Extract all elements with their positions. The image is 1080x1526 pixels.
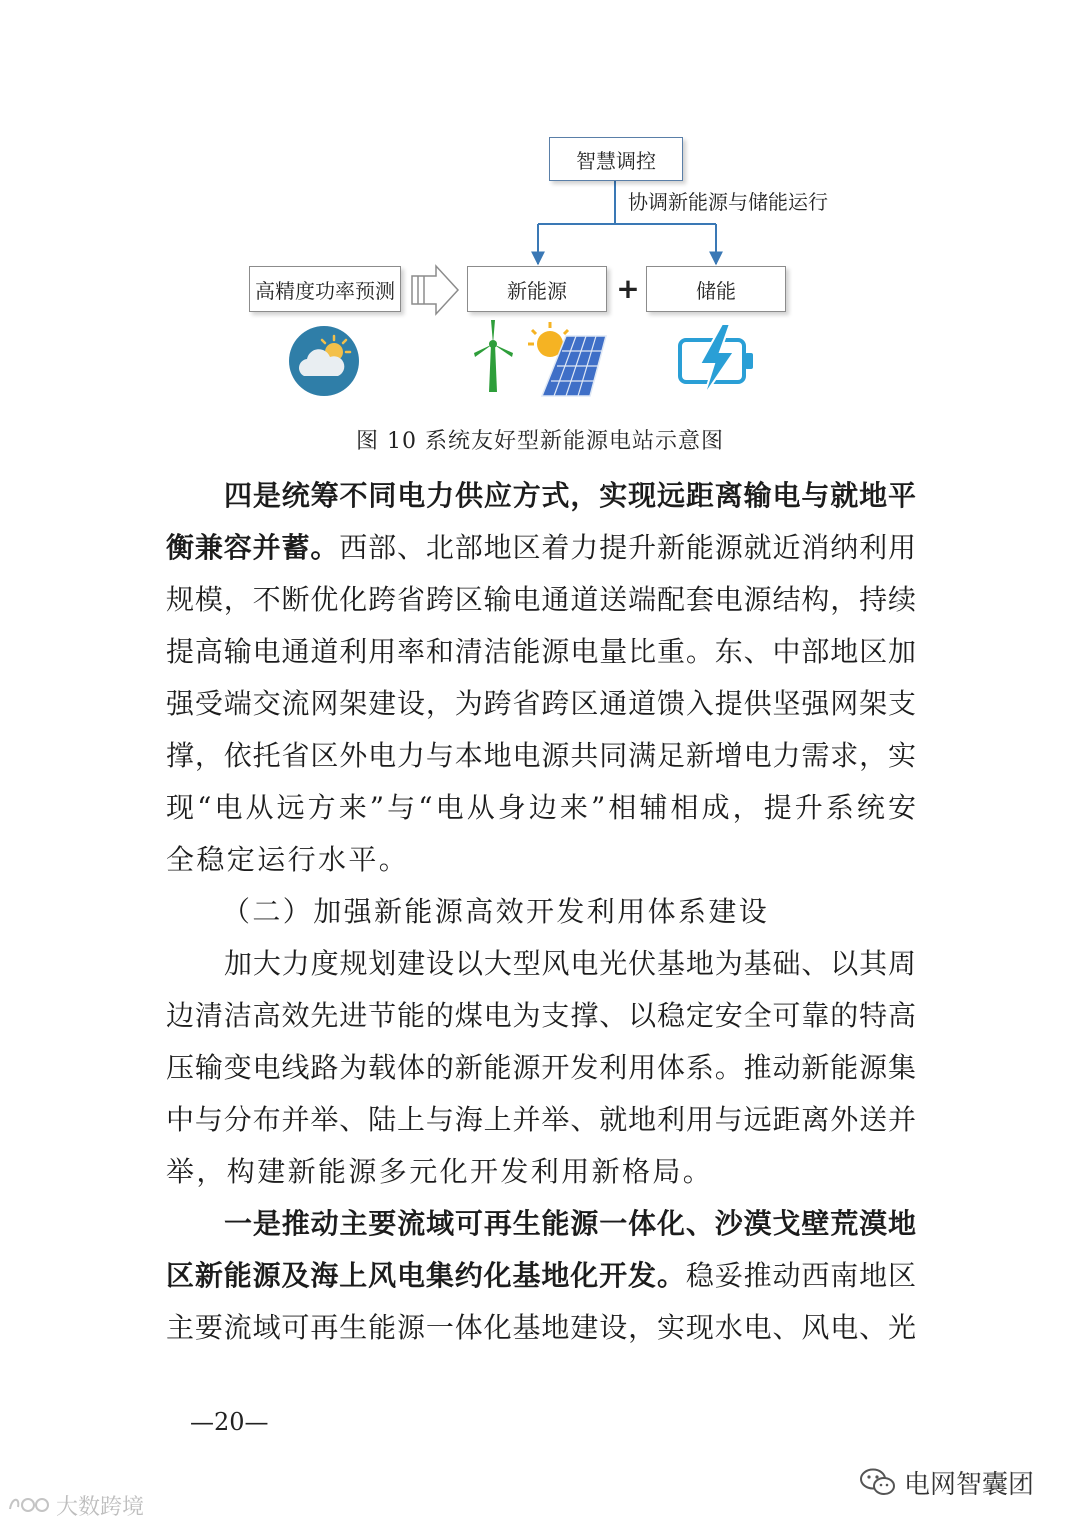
power-forecast-label: 高精度功率预测 [255,278,395,303]
wind-turbine-icon [474,320,513,392]
text-line [166,1198,916,1250]
text-line: 加大力度规划建设以大型风电光伏基地为基础、以其周 [224,947,916,980]
power-forecast-box [249,266,401,312]
smart-control-box [549,137,683,181]
bold-lead: 衡兼容并蓄。 [166,531,340,564]
renewable-label: 新能源 [507,278,567,303]
section-heading: （二）加强新能源高效开发利用体系建设 [222,895,770,928]
storage-label: 储能 [696,278,736,303]
diagram-connectors [0,0,1080,420]
solar-panel-icon [528,322,606,396]
body-text [166,470,916,1354]
wechat-icon [858,1467,898,1497]
text-segment: 全稳定运行水平。 [166,843,410,876]
text-line [166,626,916,678]
figure-caption: 图 10 系统友好型新能源电站示意图 [356,429,724,454]
text-segment: 现“电从远方来”与“电从身边来”相辅相成，提升系统安 [166,791,916,824]
text-line: 中与分布并举、陆上与海上并举、就地利用与远距离外送并 [166,1103,916,1136]
text-segment: 强受端交流网架建设，为跨省跨区通道馈入提供坚强网架支 [166,687,916,720]
text-line [166,1250,916,1302]
watermark-source-name: 大数跨境 [56,1494,145,1520]
text-line: 压输变电线路为载体的新能源开发利用体系。推动新能源集 [166,1051,916,1084]
text-line [166,730,916,782]
text-line [166,574,916,626]
weather-cloud-sun-icon [289,326,359,396]
plus-sign: + [616,272,640,305]
watermark-account [858,1462,1034,1502]
renewable-box [467,266,607,312]
text-segment: 西部、北部地区着力提升新能源就近消纳利用 [339,531,916,564]
watermark-account-name: 电网智囊团 [904,1469,1035,1500]
text-segment: 主要流域可再生能源一体化基地建设，实现水电、风电、光 [166,1311,916,1344]
text-line [166,782,916,834]
storage-box [646,266,786,312]
text-line [166,678,916,730]
text-line: 举，构建新能源多元化开发利用新格局。 [166,1155,714,1188]
bold-lead: 一是推动主要流域可再生能源一体化、沙漠戈壁荒漠地 [224,1207,916,1240]
connector-label: 协调新能源与储能运行 [628,190,828,214]
text-segment: 规模，不断优化跨省跨区输电通道送端配套电源结构，持续 [166,583,916,616]
bold-lead: 区新能源及海上风电集约化基地化开发。 [166,1259,686,1292]
battery-charging-icon [680,324,753,396]
text-line: 边清洁高效先进节能的煤电为支撑、以稳定安全可靠的特高 [166,999,916,1032]
text-segment: 稳妥推动西南地区 [685,1259,916,1292]
watermark-logo-icon [6,1493,52,1517]
text-line [166,522,916,574]
text-segment: 撑，依托省区外电力与本地电源共同满足新增电力需求，实 [166,739,916,772]
text-line [166,834,916,886]
text-line [166,470,916,522]
text-line [166,1302,916,1354]
text-segment: 提高输电通道利用率和清洁能源电量比重。东、中部地区加 [166,635,916,668]
watermark-source [6,1490,144,1520]
page-number: —20— [190,1408,269,1436]
bold-lead: 四是统筹不同电力供应方式，实现远距离输电与就地平 [224,479,916,512]
smart-control-label: 智慧调控 [576,148,656,173]
hollow-arrow-icon [412,266,458,314]
power-station-diagram [0,0,1080,420]
